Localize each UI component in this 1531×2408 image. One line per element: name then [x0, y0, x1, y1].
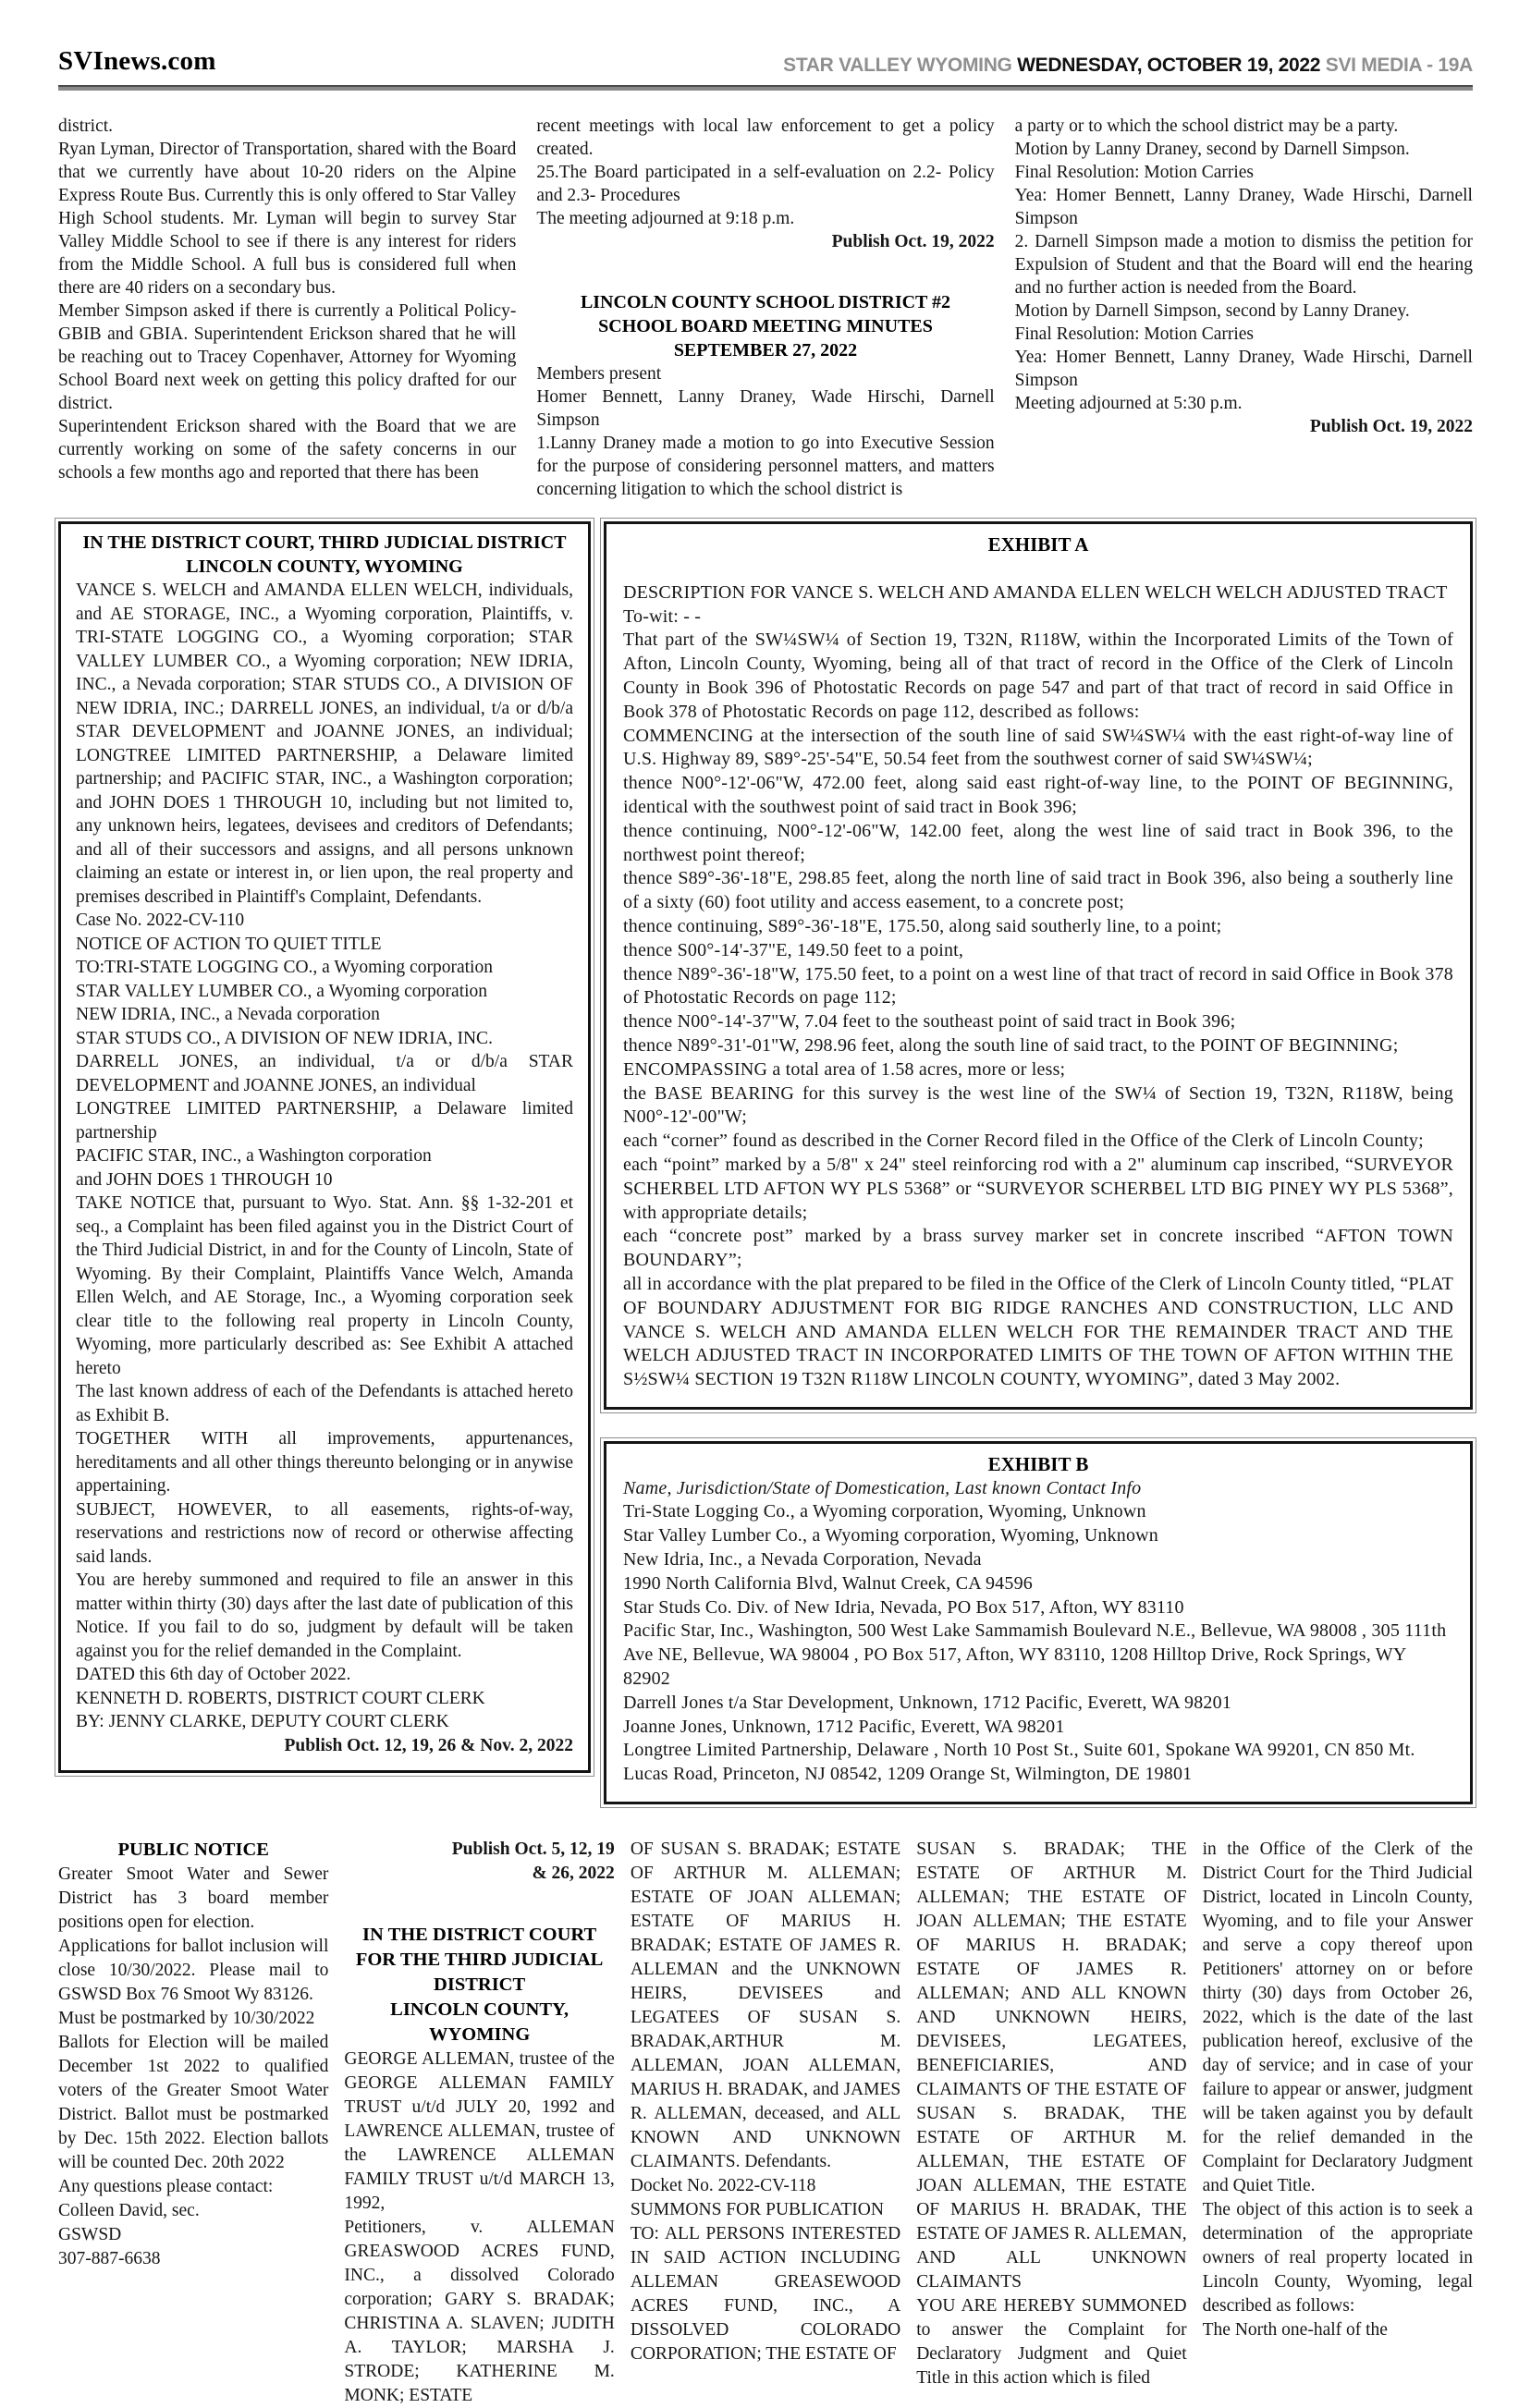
paragraph: GSWSD — [58, 2225, 122, 2245]
paragraph: TAKE NOTICE that, pursuant to Wyo. Stat. Ann. §§ 1-32-201 et seq., a Complaint has been filed against you in the District Court of the Third Judicial District, in and for the County of Lincoln, State of Wyoming. By their Complaint, Plaintiffs Vance Welch, Amanda Ellen Welch, and AE Storage, Inc., a Wyoming corporation seek clear title to the following real property in Lincoln County, Wyoming, more particularly described as: See Exhibit A attached hereto — [76, 1193, 573, 1378]
paragraph: Member Simpson asked if there is currently a Political Policy- GBIB and GBIA. Superintendent Erickson shared that he will be reaching out to Tracey Copenhaver, Attorney for Wyoming School Board next week on getting this policy drafted for our district. — [58, 301, 517, 413]
paragraph: recent meetings with local law enforcement to get a policy created. — [536, 116, 995, 159]
header-edition: SVI MEDIA - 19A — [1325, 55, 1473, 76]
spacer — [344, 1886, 614, 1923]
paragraph: Yea: Homer Bennett, Lanny Draney, Wade Hirschi, Darnell Simpson — [1014, 186, 1473, 228]
publish-line: Publish Oct. 19, 2022 — [1309, 417, 1473, 436]
heading-line: SEPTEMBER 27, 2022 — [673, 340, 858, 361]
header-rule — [58, 85, 1473, 91]
paragraph: thence N00°-12'-06"W, 472.00 feet, along said east right-of-way line, to the POINT OF BEGINNING, identical with the southwest point of said tract in Book 396; — [623, 773, 1453, 817]
paragraph: LONGTREE LIMITED PARTNERSHIP, a Delaware limited partnership — [76, 1099, 573, 1143]
paragraph: You are hereby summoned and required to file an answer in this matter within thirty (30) days after the last date of publication of this Notice. If you fail to do so, judgment by default will be taken against you for the relief demanded in the Complaint. — [76, 1571, 573, 1661]
page-header — [58, 46, 1473, 77]
paragraph: Final Resolution: Motion Carries — [1014, 324, 1255, 344]
header-date: WEDNESDAY, OCTOBER 19, 2022 — [1017, 55, 1321, 76]
header-meta — [783, 55, 1473, 77]
bottom-notices-section — [58, 1838, 1473, 2408]
article-column-1 — [58, 115, 516, 501]
exhibits-column — [604, 521, 1473, 1804]
paragraph: Case No. 2022-CV-110 — [76, 911, 245, 930]
court-notice-body — [76, 579, 573, 1734]
paragraph: in the Office of the Clerk of the District Court for the Third Judicial District, located in Lincoln County, Wyoming, and to file your Answer and serve a copy thereof upon Petitioners' attorney on or before thirty (30) days from October 26, 2022, which is the date of the last publication hereof, exclusive of the day of service; and in case of your failure to appear or answer, judgment will be taken against you by default for the relief demanded in the Complaint for Declaratory Judgment and Quiet Title. — [1202, 1840, 1474, 2196]
paragraph: GEORGE ALLEMAN, trustee of the GEORGE ALLEMAN FAMILY TRUST u/t/d JULY 20, 1992 and LAWRENCE ALLEMAN, trustee of the LAWRENCE ALLEMAN FAMILY TRUST u/t/d MARCH 13, 1992, — [344, 2049, 615, 2214]
heading-line: SCHOOL BOARD MEETING MINUTES — [598, 316, 933, 336]
paragraph: Docket No. 2022-CV-118 — [630, 2176, 816, 2196]
paragraph: each “point” marked by a 5/8" x 24" steel reinforcing rod with a 2" aluminum cap inscribed, “SURVEYOR SCHERBEL LTD AFTON WY PLS 5368” or “SURVEYOR SCHERBEL LTD BIG PINEY WY PLS 5368”, with appropriate details; — [623, 1154, 1453, 1223]
paragraph: That part of the SW¼SW¼ of Section 19, T32N, R118W, within the Incorporated Limits of the Town of Afton, Lincoln County, Wyoming, being all of that tract of record in the Office of the Clerk of Lincoln County in Book 396 of Photostatic Records on page 547 and part of that tract of record in said Office in Book 378 of Photostatic Records on page 112, described as follows: — [623, 630, 1453, 722]
paragraph: thence continuing, S89°-36'-18"E, 175.50, along said southerly line, to a point; — [623, 915, 1222, 936]
paragraph: The North one-half of the — [1202, 2320, 1388, 2341]
school-board-article — [58, 115, 1473, 501]
district-court-heading-line: DISTRICT — [434, 1974, 526, 1996]
publish-line: Publish Oct. 5, 12, 19 — [451, 1840, 615, 1860]
public-notice-column — [58, 1838, 328, 2408]
court-heading-line: IN THE DISTRICT COURT, THIRD JUDICIAL DISTRICT — [82, 532, 567, 553]
paragraph: TO: ALL PERSONS INTERESTED IN SAID ACTION INCLUDING ALLEMAN GREASEWOOD ACRES FUND, INC., A DISSOLVED COLORADO CORPORATION; THE ESTATE OF — [630, 2224, 901, 2365]
column-3-paragraphs — [1015, 115, 1473, 415]
paragraph: The object of this action is to seek a determination of the appropriate owners of real property located in Lincoln County, Wyoming, legal described as follows: — [1202, 2200, 1474, 2316]
paragraph: Pacific Star, Inc., Washington, 500 West Lake Sammamish Boulevard N.E., Bellevue, WA 98008 , 305 111th Ave NE, Bellevue, WA 98004 , PO Box 517, Afton, WY 83110, 1208 Hilltop Drive, Rock Springs, WY 82902 — [623, 1620, 1447, 1690]
paragraph: thence S89°-36'-18"E, 298.85 feet, along the north line of said tract in Book 396, also being a southerly line of a sixty (60) foot utility and access easement, to a concrete post; — [623, 868, 1453, 913]
paragraph: PACIFIC STAR, INC., a Washington corporation — [76, 1146, 432, 1166]
paragraph: TOGETHER WITH all improvements, appurtenances, hereditaments and all other things thereunto belonging or in anywise appertaining. — [76, 1429, 573, 1496]
publish-line: Publish Oct. 12, 19, 26 & Nov. 2, 2022 — [284, 1735, 573, 1755]
paragraph: Applications for ballot inclusion will close 10/30/2022. Please mail to GSWSD Box 76 Smoot Wy 83126. — [58, 1937, 329, 2005]
paragraph: Superintendent Erickson shared with the Board that we are currently working on some of the safety concerns in our schools a few months ago and reported that there has been — [58, 417, 517, 483]
legal-notices-section — [58, 521, 1473, 1804]
exhibit-b-title: EXHIBIT B — [987, 1452, 1089, 1475]
paragraph: Darrell Jones t/a Star Development, Unknown, 1712 Pacific, Everett, WA 98201 — [623, 1692, 1232, 1713]
paragraph: Ballots for Election will be mailed December 1st 2022 to qualified voters of the Greater Smoot Water District. Ballot must be postmarked by Dec. 15th 2022. Election ballots will be counted Dec. 20th 2022 — [58, 2033, 329, 2173]
paragraph: New Idria, Inc., a Nevada Corporation, Nevada — [623, 1549, 982, 1571]
paragraph: thence N89°-31'-01"W, 298.96 feet, along the south line of said tract, to the POINT OF BEGINNING; — [623, 1034, 1399, 1056]
paragraph: Joanne Jones, Unknown, 1712 Pacific, Everett, WA 98201 — [623, 1716, 1065, 1737]
paragraph: KENNETH D. ROBERTS, DISTRICT COURT CLERK — [76, 1688, 485, 1708]
article-column-2 — [536, 115, 994, 501]
paragraph: DATED this 6th day of October 2022. — [76, 1665, 351, 1684]
exhibit-b-subtitle: Name, Jurisdiction/State of Domestication, Last known Contact Info — [623, 1477, 1142, 1498]
paragraph: YOU ARE HEREBY SUMMONED to answer the Complaint for Declaratory Judgment and Quiet Title in this action which is filed — [916, 2296, 1187, 2389]
alleman-notice-body-1 — [344, 2047, 614, 2408]
paragraph: Star Valley Lumber Co., a Wyoming corporation, Wyoming, Unknown — [623, 1525, 1159, 1546]
district-court-heading-line: FOR THE THIRD JUDICIAL — [355, 1950, 604, 1971]
paragraph: Meeting adjourned at 5:30 p.m. — [1014, 394, 1243, 413]
paragraph: NEW IDRIA, INC., a Nevada corporation — [76, 1005, 380, 1024]
paragraph: ENCOMPASSING a total area of 1.58 acres, more or less; — [623, 1058, 1066, 1080]
paragraph: Motion by Lanny Draney, second by Darnell Simpson. — [1014, 140, 1410, 159]
alleman-notice-column-1 — [344, 1838, 614, 2408]
public-notice-title: PUBLIC NOTICE — [117, 1840, 269, 1861]
exhibit-b-body — [623, 1500, 1453, 1787]
paragraph: 1.Lanny Draney made a motion to go into Executive Session for the purpose of considering personnel matters, and matters concerning litigation to which the school district is — [536, 434, 995, 499]
paragraph: STAR VALLEY LUMBER CO., a Wyoming corporation — [76, 981, 488, 1001]
exhibit-a-body — [623, 581, 1453, 1392]
paragraph: Final Resolution: Motion Carries — [1014, 163, 1255, 182]
paragraph: thence N00°-14'-37"W, 7.04 feet to the southeast point of said tract in Book 396; — [623, 1011, 1236, 1033]
paragraph: each “corner” found as described in the Corner Record filed in the Office of the Clerk of Lincoln County; — [623, 1131, 1424, 1152]
paragraph: SUSAN S. BRADAK; THE ESTATE OF ARTHUR M. ALLEMAN; THE ESTATE OF JOAN ALLEMAN; THE ESTATE OF MARIUS H. BRADAK; ESTATE OF JAMES R. ALLEMAN; AND ALL KNOWN AND UNKNOWN HEIRS, DEVISEES, LEGATEES, BENEFICIARIES, AND CLAIMANTS OF THE ESTATE OF SUSAN S. BRADAK, THE ESTATE OF ARTHUR M. ALLEMAN, THE ESTATE OF JOAN ALLEMAN, THE ESTATE OF MARIUS H. BRADAK, THE ESTATE OF JAMES R. ALLEMAN, AND ALL UNKNOWN CLAIMANTS — [916, 1840, 1187, 2292]
paragraph: a party or to which the school district may be a party. — [1014, 116, 1399, 136]
exhibit-a-box — [604, 521, 1473, 1410]
paragraph: thence S00°-14'-37"E, 149.50 feet to a point, — [623, 939, 964, 960]
publish-line: Publish Oct. 19, 2022 — [831, 232, 995, 251]
paragraph: The meeting adjourned at 9:18 p.m. — [536, 209, 795, 228]
paragraph: NOTICE OF ACTION TO QUIET TITLE — [76, 934, 382, 954]
alleman-notice-column-4 — [1203, 1838, 1473, 2408]
paragraph: 307-887-6638 — [58, 2249, 161, 2269]
exhibit-b-box — [604, 1441, 1473, 1804]
column-2-paragraphs — [536, 115, 994, 230]
exhibit-a-title: EXHIBIT A — [987, 533, 1089, 556]
alleman-notice-column-3 — [916, 1838, 1186, 2408]
paragraph: DESCRIPTION FOR VANCE S. WELCH AND AMANDA ELLEN WELCH WELCH ADJUSTED TRACT — [623, 581, 1448, 603]
publish-line: & 26, 2022 — [532, 1864, 615, 1884]
paragraph: SUMMONS FOR PUBLICATION — [630, 2200, 884, 2220]
paragraph: 25.The Board participated in a self-evaluation on 2.2- Policy and 2.3- Procedures — [536, 163, 995, 205]
quiet-title-notice-box — [58, 521, 591, 1773]
paragraph: Any questions please contact: — [58, 2177, 274, 2197]
paragraph: Motion by Darnell Simpson, second by Lanny Draney. — [1014, 301, 1410, 321]
masthead-title: SVInews.com — [58, 46, 216, 76]
paragraph: OF SUSAN S. BRADAK; ESTATE OF ARTHUR M. ALLEMAN; ESTATE OF JOAN ALLEMAN; ESTATE OF MARIUS H. BRADAK; ESTATE OF JAMES R. ALLEMAN and the UNKNOWN HEIRS, DEVISEES and LEGATEES OF SUSAN S. BRADAK,ARTHUR M. ALLEMAN, JOAN ALLEMAN, MARIUS H. BRADAK, and JAMES R. ALLEMAN, deceased, and ALL KNOWN AND UNKNOWN CLAIMANTS. Defendants. — [630, 1840, 901, 2172]
paragraph: COMMENCING at the intersection of the south line of said SW¼SW¼ with the east right-of-way line of U.S. Highway 89, S89°-25'-54"E, 50.54 feet from the southwest corner of said SW¼SW¼; — [623, 725, 1453, 770]
paragraph: Petitioners, v. ALLEMAN GREASWOOD ACRES FUND, INC., a dissolved Colorado corporation; GARY S. BRADAK; CHRISTINA A. SLAVEN; JUDITH A. TAYLOR; MARSHA J. STRODE; KATHERINE M. MONK; ESTATE — [344, 2218, 615, 2406]
paragraph: Ryan Lyman, Director of Transportation, shared with the Board that we currently have about 10-20 riders on the Alpine Express Route Bus. Currently this is only offered to Star Valley High School students. Mr. Lyman will begin to survey Star Valley Middle School to see if there is any interest for riders from the Middle School. A full bus is considered full when there are 40 riders on a secondary bus. — [58, 140, 517, 298]
district-court-heading-line: IN THE DISTRICT COURT — [362, 1925, 597, 1946]
paragraph: Must be postmarked by 10/30/2022 — [58, 2009, 315, 2029]
court-heading-line: LINCOLN COUNTY, WYOMING — [186, 556, 463, 577]
paragraph: Yea: Homer Bennett, Lanny Draney, Wade Hirschi, Darnell Simpson — [1014, 348, 1473, 390]
paragraph: 2. Darnell Simpson made a motion to dismiss the petition for Expulsion of Student and that the Board will end the hearing and no further action is needed from the Board. — [1014, 232, 1473, 298]
paragraph: STAR STUDS CO., A DIVISION OF NEW IDRIA, INC. — [76, 1028, 493, 1048]
paragraph: DARRELL JONES, an individual, t/a or d/b/a STAR DEVELOPMENT and JOANNE JONES, an individual — [76, 1052, 573, 1095]
paragraph: Homer Bennett, Lanny Draney, Wade Hirschi, Darnell Simpson — [536, 387, 995, 430]
paragraph: 1990 North California Blvd, Walnut Creek, CA 94596 — [623, 1572, 1033, 1594]
article-column-3 — [1015, 115, 1473, 501]
paragraph: TO:TRI-STATE LOGGING CO., a Wyoming corporation — [76, 958, 493, 977]
column-2-paragraphs-after-heading — [536, 362, 994, 501]
paragraph: all in accordance with the plat prepared to be filed in the Office of the Clerk of Lincoln County titled, “PLAT OF BOUNDARY ADJUSTMENT FOR BIG RIDGE RANCHES AND CONSTRUCTION, LLC AND VANCE S. WELCH AND AMANDA ELLEN WELCH FOR THE REMAINDER TRACT AND THE WELCH ADJUSTED TRACT IN INCORPORATED LIMITS OF THE TOWN OF AFTON WITHIN THE S½SW¼ SECTION 19 T32N R118W LINCOLN COUNTY, WYOMING”, dated 3 May 2002. — [623, 1273, 1453, 1390]
header-location: STAR VALLEY WYOMING — [783, 55, 1012, 76]
minutes-heading — [536, 290, 994, 362]
paragraph: The last known address of each of the Defendants is attached hereto as Exhibit B. — [76, 1382, 573, 1425]
alleman-notice-column-2 — [631, 1838, 900, 2408]
paragraph: each “concrete post” marked by a brass survey marker set in concrete inscribed “AFTON TOWN BOUNDARY”; — [623, 1226, 1453, 1271]
paragraph: Longtree Limited Partnership, Delaware , North 10 Post St., Suite 601, Spokane WA 99201, CN 850 Mt. Lucas Road, Princeton, NJ 08542, 1209 Orange St, Wilmington, DE 19801 — [623, 1740, 1415, 1785]
paragraph: thence N89°-36'-18"W, 175.50 feet, to a point on a west line of that tract of record in said Office in Book 378 of Photostatic Records on page 112; — [623, 963, 1453, 1008]
heading-line: LINCOLN COUNTY SCHOOL DISTRICT #2 — [580, 292, 951, 312]
paragraph: Star Studs Co. Div. of New Idria, Nevada, PO Box 517, Afton, WY 83110 — [623, 1596, 1184, 1618]
paragraph: SUBJECT, HOWEVER, to all easements, rights-of-way, reservations and restrictions now of record or otherwise affecting said lands. — [76, 1499, 573, 1567]
paragraph: Greater Smoot Water and Sewer District has 3 board member positions open for election. — [58, 1864, 329, 1933]
paragraph: and JOHN DOES 1 THROUGH 10 — [76, 1169, 333, 1190]
paragraph: district. — [58, 116, 114, 136]
paragraph: To-wit: - - — [623, 605, 702, 627]
paragraph: VANCE S. WELCH and AMANDA ELLEN WELCH, individuals, and AE STORAGE, INC., a Wyoming corporation, Plaintiffs, v. TRI-STATE LOGGING CO., a Wyoming corporation; STAR VALLEY LUMBER CO., a Wyoming corporation; NEW IDRIA, INC., a Nevada corporation; STAR STUDS CO., A DIVISION OF NEW IDRIA, INC.; DARRELL JONES, an individual, t/a or d/b/a STAR DEVELOPMENT and JOANNE JONES, an individual; LONGTREE LIMITED PARTNERSHIP, a Delaware limited partnership; and PACIFIC STAR, INC., a Washington corporation; and JOHN DOES 1 THROUGH 10, including but not limited to, any unknown heirs, legatees, devisees and creditors of Defendants; and all of their successors and assigns, and all persons unknown claiming an estate or interest in, or lien upon, the real property and premises described in Plaintiff's Complaint, Defendants. — [76, 581, 573, 907]
paragraph: thence continuing, N00°-12'-06"W, 142.00 feet, along the west line of said tract in Book 396, to the northwest point thereof; — [623, 820, 1453, 865]
paragraph: Colleen David, sec. — [58, 2201, 200, 2221]
paragraph: the BASE BEARING for this survey is the west line of the SW¼ of Section 19, T32N, R118W, being N00°-12'-00"W; — [623, 1082, 1453, 1128]
paragraph: Members present — [536, 364, 662, 384]
district-court-heading-line: LINCOLN COUNTY, WYOMING — [390, 1999, 570, 2046]
public-notice-body — [58, 1863, 328, 2271]
paragraph: Tri-State Logging Co., a Wyoming corporation, Wyoming, Unknown — [623, 1501, 1146, 1522]
paragraph: BY: JENNY CLARKE, DEPUTY COURT CLERK — [76, 1712, 449, 1731]
